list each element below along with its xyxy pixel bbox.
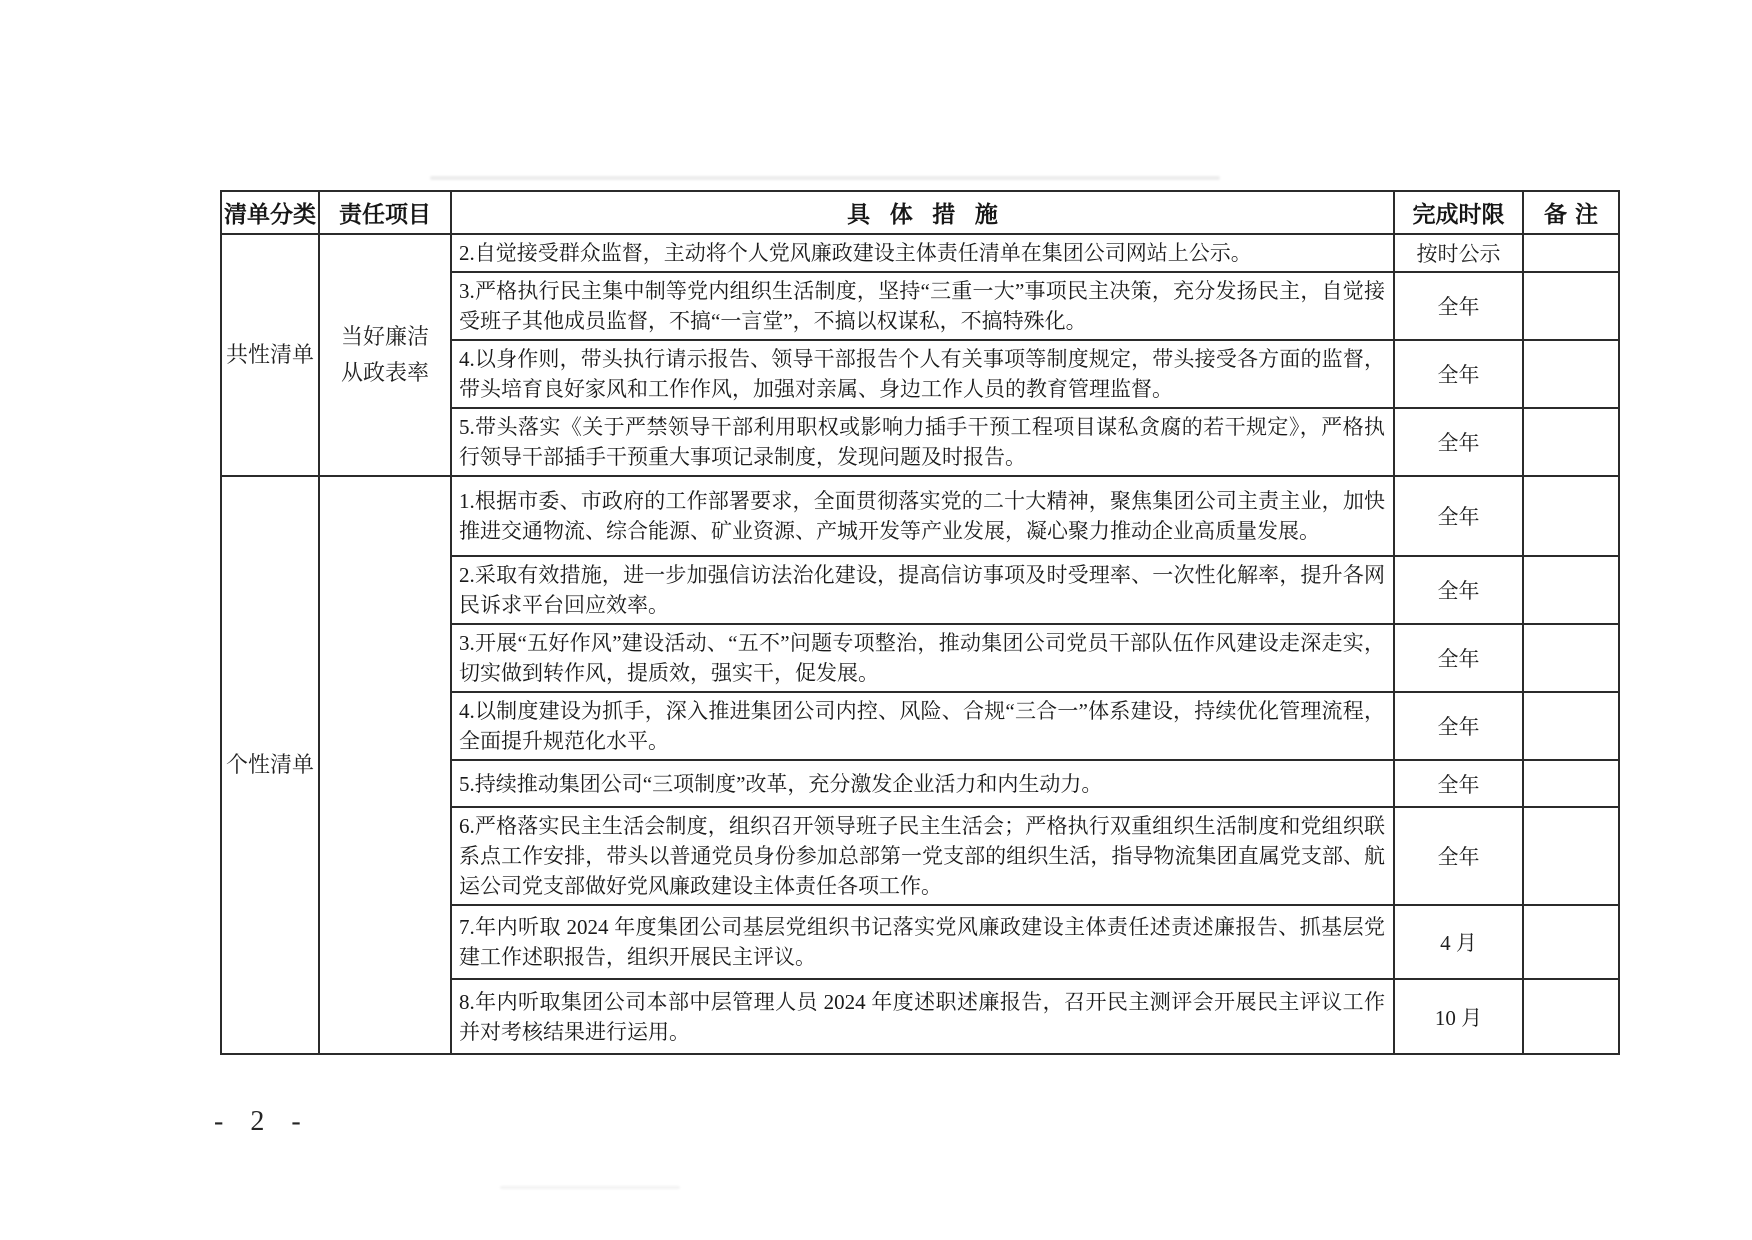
measure-cell: 7.年内听取 2024 年度集团公司基层党组织书记落实党风廉政建设主体责任述责述廉报告、抓基层党建工作述职报告，组织开展民主评议。 [451, 905, 1394, 979]
header-deadline [1394, 191, 1523, 234]
remark-cell [1523, 476, 1619, 556]
remark-cell [1523, 340, 1619, 408]
header-category-label: 清单分类 [224, 202, 316, 227]
category-cell-common: 共性清单 [221, 234, 319, 476]
header-category [221, 191, 319, 234]
remark-cell [1523, 979, 1619, 1054]
deadline-cell: 全年 [1394, 807, 1523, 905]
scan-artifact [500, 1186, 680, 1189]
measure-cell: 5.持续推动集团公司“三项制度”改革，充分激发企业活力和内生动力。 [451, 760, 1394, 807]
remark-cell [1523, 624, 1619, 692]
remark-cell [1523, 692, 1619, 760]
deadline-cell: 全年 [1394, 340, 1523, 408]
deadline-cell: 全年 [1394, 272, 1523, 340]
header-measures [451, 191, 1394, 234]
measure-cell: 6.严格落实民主生活会制度，组织召开领导班子民主生活会；严格执行双重组织生活制度和党组织联系点工作安排，带头以普通党员身份参加总部第一党支部的组织生活，指导物流集团直属党支部、航运公司党支部做好党风廉政建设主体责任各项工作。 [451, 807, 1394, 905]
header-remark [1523, 191, 1619, 234]
deadline-cell: 全年 [1394, 556, 1523, 624]
table-row [221, 476, 1619, 556]
deadline-cell: 全年 [1394, 408, 1523, 476]
deadline-cell: 4 月 [1394, 905, 1523, 979]
header-deadline-label: 完成时限 [1412, 202, 1505, 227]
deadline-cell: 按时公示 [1394, 234, 1523, 272]
table-header-row [221, 191, 1619, 234]
table-row [221, 234, 1619, 272]
responsibility-table [220, 190, 1620, 1055]
measure-cell: 4.以身作则，带头执行请示报告、领导干部报告个人有关事项等制度规定，带头接受各方面的监督，带头培育良好家风和工作作风，加强对亲属、身边工作人员的教育管理监督。 [451, 340, 1394, 408]
measure-cell: 4.以制度建设为抓手，深入推进集团公司内控、风险、合规“三合一”体系建设，持续优化管理流程，全面提升规范化水平。 [451, 692, 1394, 760]
header-remark-label: 备注 [1543, 202, 1607, 227]
page-number: - 2 - [214, 1106, 311, 1137]
remark-cell [1523, 760, 1619, 807]
deadline-cell: 全年 [1394, 760, 1523, 807]
project-line-1: 当好廉洁 [340, 324, 429, 349]
header-project [319, 191, 451, 234]
measure-cell: 3.严格执行民主集中制等党内组织生活制度，坚持“三重一大”事项民主决策，充分发扬民主，自觉接受班子其他成员监督，不搞“一言堂”，不搞以权谋私，不搞特殊化。 [451, 272, 1394, 340]
deadline-cell: 全年 [1394, 476, 1523, 556]
remark-cell [1523, 905, 1619, 979]
remark-cell [1523, 234, 1619, 272]
remark-cell [1523, 272, 1619, 340]
measure-cell: 2.自觉接受群众监督，主动将个人党风廉政建设主体责任清单在集团公司网站上公示。 [451, 234, 1394, 272]
measure-cell: 8.年内听取集团公司本部中层管理人员 2024 年度述职述廉报告，召开民主测评会开展民主评议工作并对考核结果进行运用。 [451, 979, 1394, 1054]
header-measures-label: 具体措施 [847, 202, 1018, 227]
remark-cell [1523, 556, 1619, 624]
remark-cell [1523, 807, 1619, 905]
project-cell-common [319, 234, 451, 476]
project-line-2: 从政表率 [340, 360, 429, 385]
deadline-cell: 全年 [1394, 624, 1523, 692]
deadline-cell: 全年 [1394, 692, 1523, 760]
measure-cell: 2.采取有效措施，进一步加强信访法治化建设，提高信访事项及时受理率、一次性化解率，提升各网民诉求平台回应效率。 [451, 556, 1394, 624]
remark-cell [1523, 408, 1619, 476]
measure-cell: 3.开展“五好作风”建设活动、“五不”问题专项整治，推动集团公司党员干部队伍作风建设走深走实，切实做到转作风，提质效，强实干，促发展。 [451, 624, 1394, 692]
category-cell-individual: 个性清单 [221, 476, 319, 1054]
header-project-label: 责任项目 [339, 202, 431, 227]
deadline-cell: 10 月 [1394, 979, 1523, 1054]
scan-artifact [430, 176, 1220, 180]
project-cell-individual [319, 476, 451, 1054]
measure-cell: 1.根据市委、市政府的工作部署要求，全面贯彻落实党的二十大精神，聚焦集团公司主责主业，加快推进交通物流、综合能源、矿业资源、产城开发等产业发展，凝心聚力推动企业高质量发展。 [451, 476, 1394, 556]
measure-cell: 5.带头落实《关于严禁领导干部利用职权或影响力插手干预工程项目谋私贪腐的若干规定》，严格执行领导干部插手干预重大事项记录制度，发现问题及时报告。 [451, 408, 1394, 476]
